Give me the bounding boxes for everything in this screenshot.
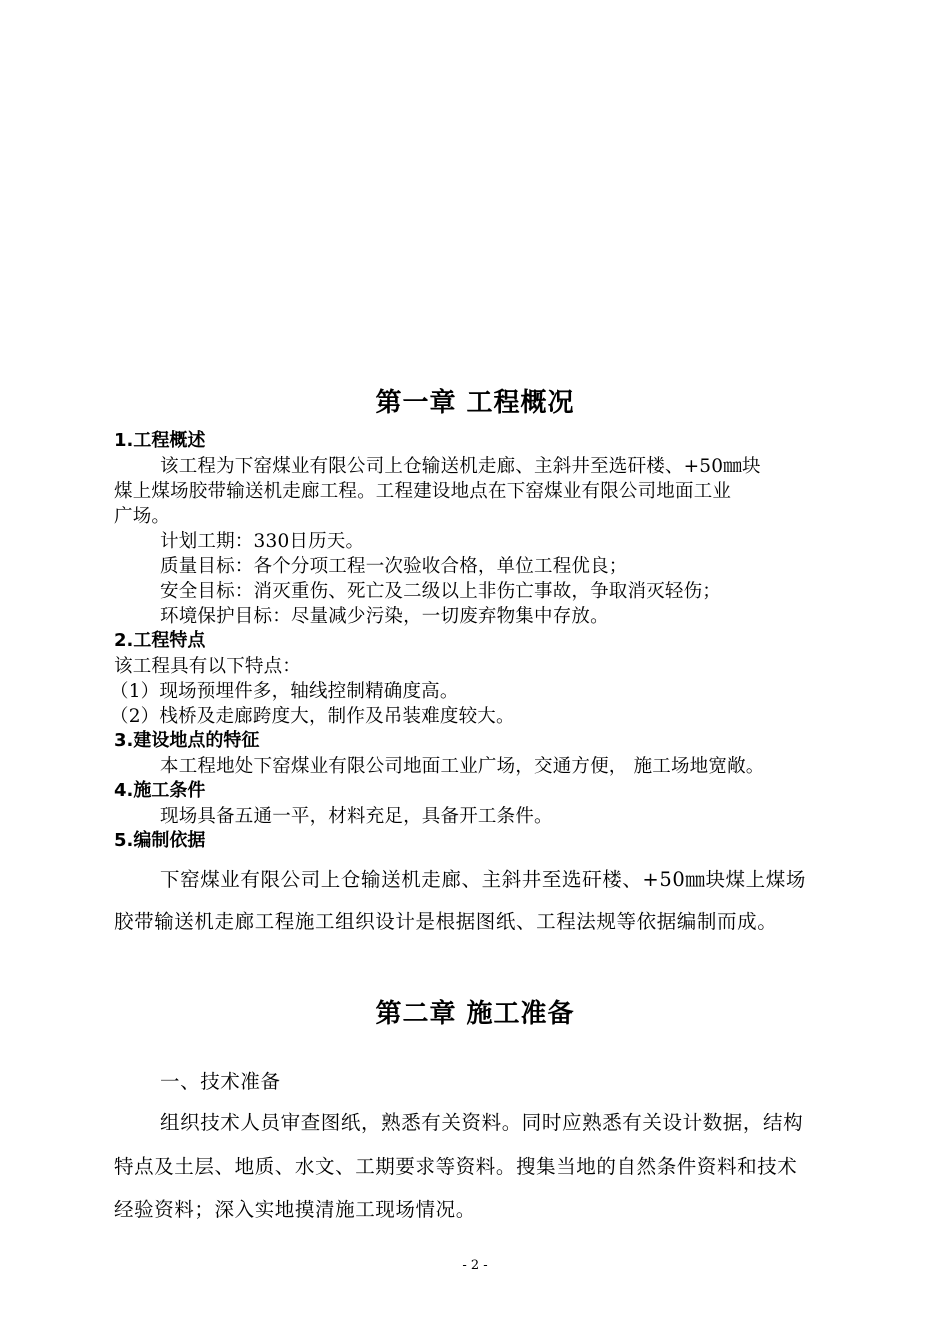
section-3-heading: 3.建设地点的特征 bbox=[114, 730, 260, 751]
paragraph-line: 该工程为下窑煤业有限公司上仓输送机走廊、主斜井至选矸楼、+50㎜块 bbox=[160, 456, 761, 477]
subsection-heading: 一、技术准备 bbox=[160, 1070, 281, 1093]
section-5-heading: 5.编制依据 bbox=[114, 830, 206, 851]
quality-line: 质量目标：各个分项工程一次验收合格，单位工程优良； bbox=[160, 556, 628, 577]
paragraph-line: 煤上煤场胶带输送机走廊工程。工程建设地点在下窑煤业有限公司地面工业 bbox=[114, 481, 732, 502]
safety-line: 安全目标：消灭重伤、死亡及二级以上非伤亡事故，争取消灭轻伤； bbox=[160, 581, 722, 602]
schedule-line: 计划工期：330日历天。 bbox=[160, 531, 365, 552]
paragraph-line: 下窑煤业有限公司上仓输送机走廊、主斜井至选矸楼、+50㎜块煤上煤场 bbox=[160, 868, 806, 891]
paragraph-line: 经验资料；深入实地摸清施工现场情况。 bbox=[114, 1198, 476, 1221]
environment-line: 环境保护目标：尽量减少污染，一切废弃物集中存放。 bbox=[160, 606, 609, 627]
chapter-1-title: 第一章 工程概况 bbox=[375, 388, 575, 418]
page-number: - 2 - bbox=[462, 1258, 488, 1273]
paragraph-line: 胶带输送机走廊工程施工组织设计是根据图纸、工程法规等依据编制而成。 bbox=[114, 910, 778, 933]
paragraph-line: 特点及土层、地质、水文、工期要求等资料。搜集当地的自然条件资料和技术 bbox=[114, 1155, 798, 1178]
paragraph-line: 广场。 bbox=[114, 506, 171, 527]
paragraph-line: 本工程地处下窑煤业有限公司地面工业广场，交通方便， 施工场地宽敞。 bbox=[160, 756, 765, 777]
list-item: （1）现场预埋件多，轴线控制精确度高。 bbox=[110, 681, 459, 702]
chapter-2-title: 第二章 施工准备 bbox=[375, 999, 575, 1029]
section-2-heading: 2.工程特点 bbox=[114, 630, 206, 651]
section-1-heading: 1.工程概述 bbox=[114, 430, 206, 451]
paragraph-line: 现场具备五通一平，材料充足，具备开工条件。 bbox=[160, 806, 553, 827]
list-item: （2）栈桥及走廊跨度大，制作及吊装难度较大。 bbox=[110, 706, 515, 727]
paragraph-line: 该工程具有以下特点： bbox=[114, 656, 302, 677]
paragraph-line: 组织技术人员审查图纸，熟悉有关资料。同时应熟悉有关设计数据，结构 bbox=[160, 1111, 804, 1134]
section-4-heading: 4.施工条件 bbox=[114, 780, 206, 801]
